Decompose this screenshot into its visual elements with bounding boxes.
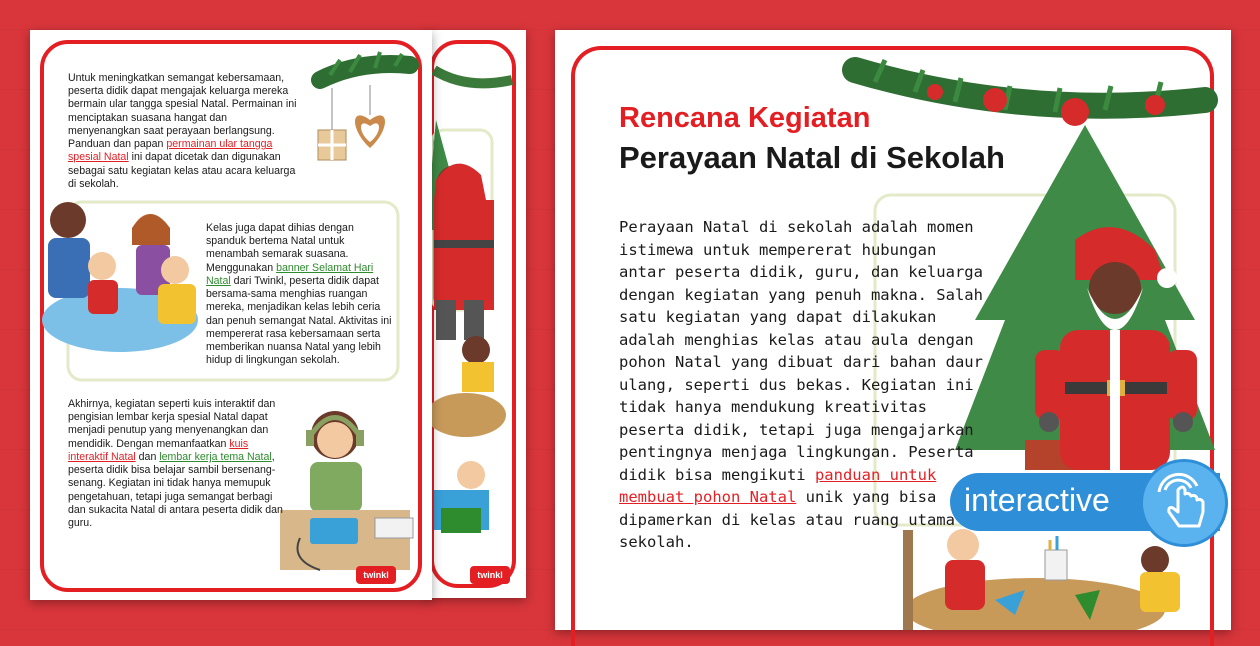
- interactive-label: interactive: [964, 482, 1110, 518]
- page-thumbnail-2: [30, 30, 432, 600]
- paragraph-1: Untuk meningkatkan semangat kebersamaan, peserta didik dapat mengajak keluarga mereka bermain ular tangga spesial Natal. Permainan ini menciptakan suasana hangat dan menyenangkan saat perayaan berlangsung. Panduan dan papan permainan ular tangga spesial Natal ini dapat dicetak dan digunakan sebagai satu kegiatan kelas atau acara keluarga di sekolah.: [68, 72, 297, 190]
- twinkl-logo: twinkl: [470, 566, 510, 584]
- title-line-1: Rencana Kegiatan: [619, 102, 871, 134]
- link-lembar-kerja[interactable]: lembar kerja tema Natal: [159, 450, 272, 463]
- twinkl-logo: twinkl: [356, 566, 396, 584]
- link-ular-tangga[interactable]: permainan ular tangga spesial Natal: [68, 138, 273, 164]
- link-pohon-natal[interactable]: panduan untuk membuat pohon Natal: [619, 465, 937, 506]
- link-kuis-natal[interactable]: kuis interaktif Natal: [68, 437, 249, 463]
- back-page-thumbnail: [426, 30, 526, 598]
- link-banner-natal[interactable]: banner Selamat Hari Natal: [206, 261, 374, 287]
- paragraph-2: Kelas juga dapat dihias dengan spanduk bertema Natal untuk menambah semarak suasana. Menggunakan banner Selamat Hari Natal dari Twinkl, peserta didik dapat bersama-sama menghias ruangan mereka, menjadikan kelas lebih ceria dan penuh semangat Natal. Aktivitas ini mempererat rasa kebersamaan serta memberikan nuansa Natal yang lebih hidup di lingkungan sekolah.: [206, 222, 392, 367]
- main-page-preview: [555, 30, 1231, 630]
- title-line-2: Perayaan Natal di Sekolah: [619, 140, 1005, 175]
- interactive-badge[interactable]: [950, 473, 1220, 531]
- back-page-illustration: [426, 30, 526, 598]
- touch-hand-icon: [1140, 459, 1228, 547]
- paragraph-3: Akhirnya, kegiatan seperti kuis interaktif dan pengisian lembar kerja spesial Natal dapat menjadi penutup yang menyenangkan dan mendidik. Dengan memanfaatkan kuis interaktif Natal dan lembar kerja tema Natal, peserta didik bisa belajar sambil bersenang-senang. Kegiatan ini tidak hanya memupuk pengetahuan, tetapi juga semangat berbagi dan sukacita Natal di antara peserta didik dan guru.: [68, 398, 283, 530]
- main-paragraph: Perayaan Natal di sekolah adalah momen istimewa untuk mempererat hubungan antar peserta didik, guru, dan keluarga dengan kegiatan yang penuh makna. Salah satu kegiatan yang dapat dilakukan adalah menghias kelas atau aula dengan pohon Natal yang dibuat dari bahan daur ulang, seperti dus bekas. Kegiatan ini tidak hanya mendukung kreativitas peserta didik, tetapi juga mengajarkan pentingnya menjaga lingkungan. Peserta didik bisa mengikuti panduan untuk membuat pohon Natal unik yang bisa dipamerkan di kelas atau ruang utama sekolah.: [619, 218, 983, 551]
